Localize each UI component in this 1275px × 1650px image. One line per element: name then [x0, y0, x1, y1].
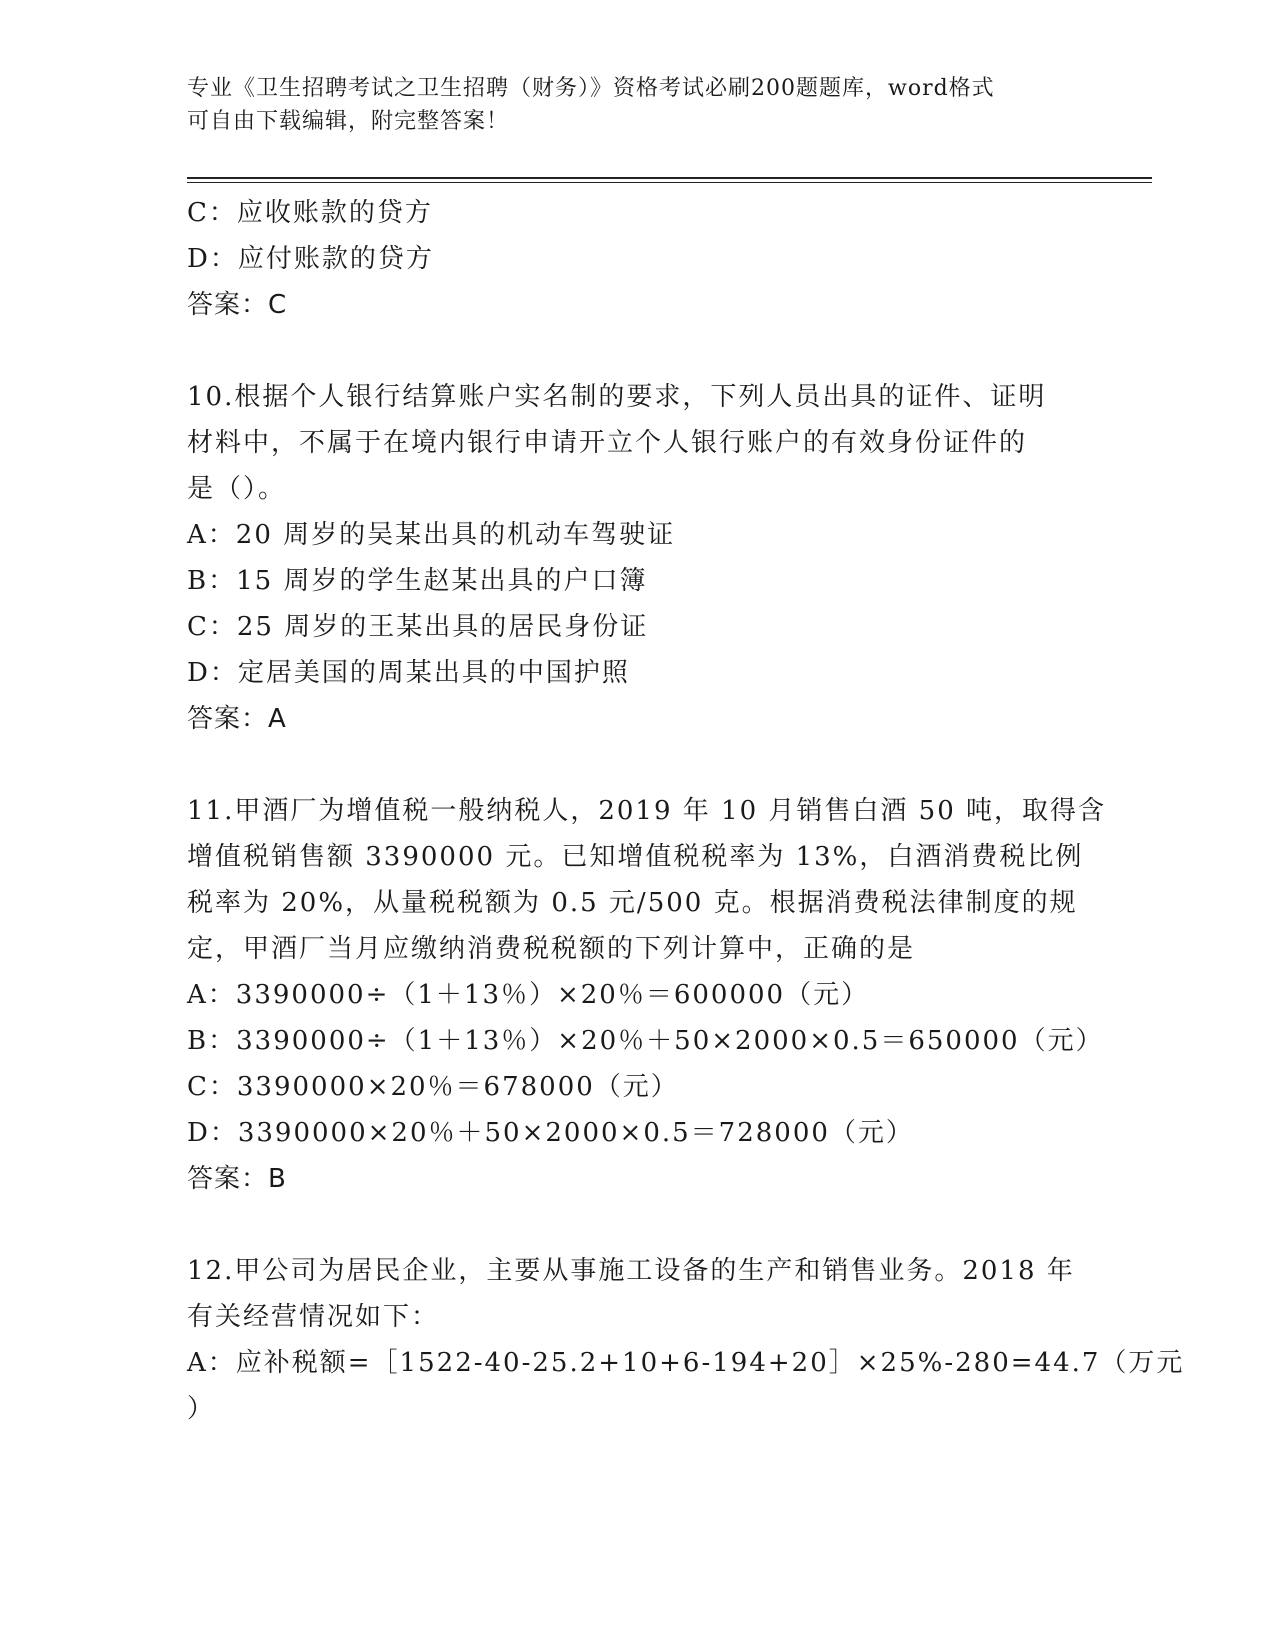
option-a-continuation: ）	[187, 1394, 216, 1424]
question-stem-line: 增值税销售额 3390000 元。已知增值税税率为 13%，白酒消费税比例	[187, 842, 1084, 872]
option-a: A：3390000÷（1＋13％）×20％＝600000（元）	[187, 980, 870, 1010]
answer: 答案：C	[187, 290, 288, 320]
option-d: D：应付账款的贷方	[187, 244, 434, 274]
option-a: A：应补税额=［1522-40-25.2+10+6-194+20］×25%-280=44.7（万元	[187, 1348, 1185, 1378]
question-stem-line: 材料中，不属于在境内银行申请开立个人银行账户的有效身份证件的	[187, 428, 1028, 458]
question-stem-line: 税率为 20%，从量税税额为 0.5 元/500 克。根据消费税法律制度的规	[187, 888, 1078, 918]
prev-question	[187, 190, 1087, 328]
option-d: D：3390000×20％＋50×2000×0.5＝728000（元）	[187, 1118, 914, 1148]
question-11	[187, 788, 1107, 1202]
option-c: C：25 周岁的王某出具的居民身份证	[187, 612, 649, 642]
question-stem-line: 有关经营情况如下：	[187, 1302, 440, 1332]
option-a: A：20 周岁的吴某出具的机动车驾驶证	[187, 520, 676, 550]
question-content	[187, 190, 1185, 1432]
question-12	[187, 1248, 1185, 1432]
header-divider-thin	[187, 182, 1152, 183]
option-b: B：15 周岁的学生赵某出具的户口簿	[187, 566, 648, 596]
answer: 答案：A	[187, 704, 287, 734]
option-c: C：应收账款的贷方	[187, 198, 433, 228]
question-stem-line: 定，甲酒厂当月应缴纳消费税税额的下列计算中，正确的是	[187, 934, 916, 964]
header-line-1: 专业《卫生招聘考试之卫生招聘（财务）》资格考试必刷200题题库，word格式	[187, 76, 995, 101]
header-divider	[187, 177, 1152, 179]
option-c: C：3390000×20％＝678000（元）	[187, 1072, 679, 1102]
question-stem-line: 12.甲公司为居民企业，主要从事施工设备的生产和销售业务。2018 年	[187, 1256, 1075, 1286]
option-b: B：3390000÷（1＋13％）×20％＋50×2000×0.5＝650000（元）	[187, 1026, 1104, 1056]
option-d: D：定居美国的周某出具的中国护照	[187, 658, 630, 688]
header-line-2: 可自由下载编辑，附完整答案！	[187, 109, 510, 134]
answer: 答案：B	[187, 1164, 287, 1194]
question-10	[187, 374, 1087, 742]
question-stem-line: 是（）。	[187, 474, 287, 504]
question-stem-line: 11.甲酒厂为增值税一般纳税人，2019 年 10 月销售白酒 50 吨，取得含	[187, 796, 1107, 826]
page-header	[187, 72, 1087, 138]
question-stem-line: 10.根据个人银行结算账户实名制的要求，下列人员出具的证件、证明	[187, 382, 1047, 412]
